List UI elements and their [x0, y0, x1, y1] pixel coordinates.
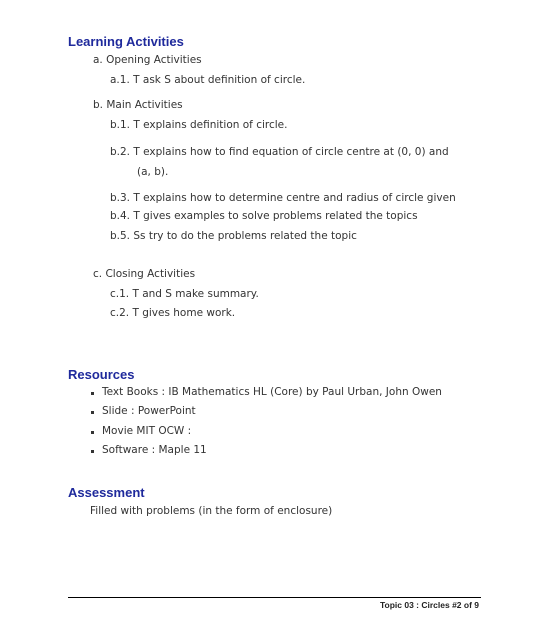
resource-item-movie: Movie MIT OCW : [102, 425, 192, 437]
opening-activities-label: a. Opening Activities [93, 54, 202, 66]
resource-item-slide: Slide : PowerPoint [102, 405, 196, 417]
resource-bullet [91, 431, 94, 434]
opening-item-1: a.1. T ask S about definition of circle. [110, 74, 306, 86]
page-footer: Topic 03 : Circles #2 of 9 [379, 600, 479, 610]
main-item-4: b.4. T gives examples to solve problems related the topics [110, 210, 418, 222]
closing-item-1: c.1. T and S make summary. [110, 288, 259, 300]
assessment-text: Filled with problems (in the form of enclosure) [90, 505, 333, 517]
learning-activities-heading: Learning Activities [68, 34, 184, 49]
assessment-heading: Assessment [68, 485, 145, 500]
main-item-1: b.1. T explains definition of circle. [110, 119, 288, 131]
main-item-2: b.2. T explains how to find equation of circle centre at (0, 0) and [110, 146, 449, 158]
closing-activities-label: c. Closing Activities [93, 268, 196, 280]
main-item-3: b.3. T explains how to determine centre and radius of circle given [110, 192, 456, 204]
resources-heading: Resources [68, 367, 135, 382]
resource-item-software: Software : Maple 11 [102, 444, 207, 456]
resource-bullet [91, 411, 94, 414]
main-item-5: b.5. Ss try to do the problems related the topic [110, 230, 357, 242]
resource-bullet [91, 392, 94, 395]
main-activities-label: b. Main Activities [93, 99, 183, 111]
resource-bullet [91, 450, 94, 453]
main-item-2-continued: (a, b). [137, 166, 169, 178]
closing-item-2: c.2. T gives home work. [110, 307, 236, 319]
resource-item-text-books: Text Books : IB Mathematics HL (Core) by Paul Urban, John Owen [102, 386, 442, 398]
footer-rule [68, 597, 481, 598]
